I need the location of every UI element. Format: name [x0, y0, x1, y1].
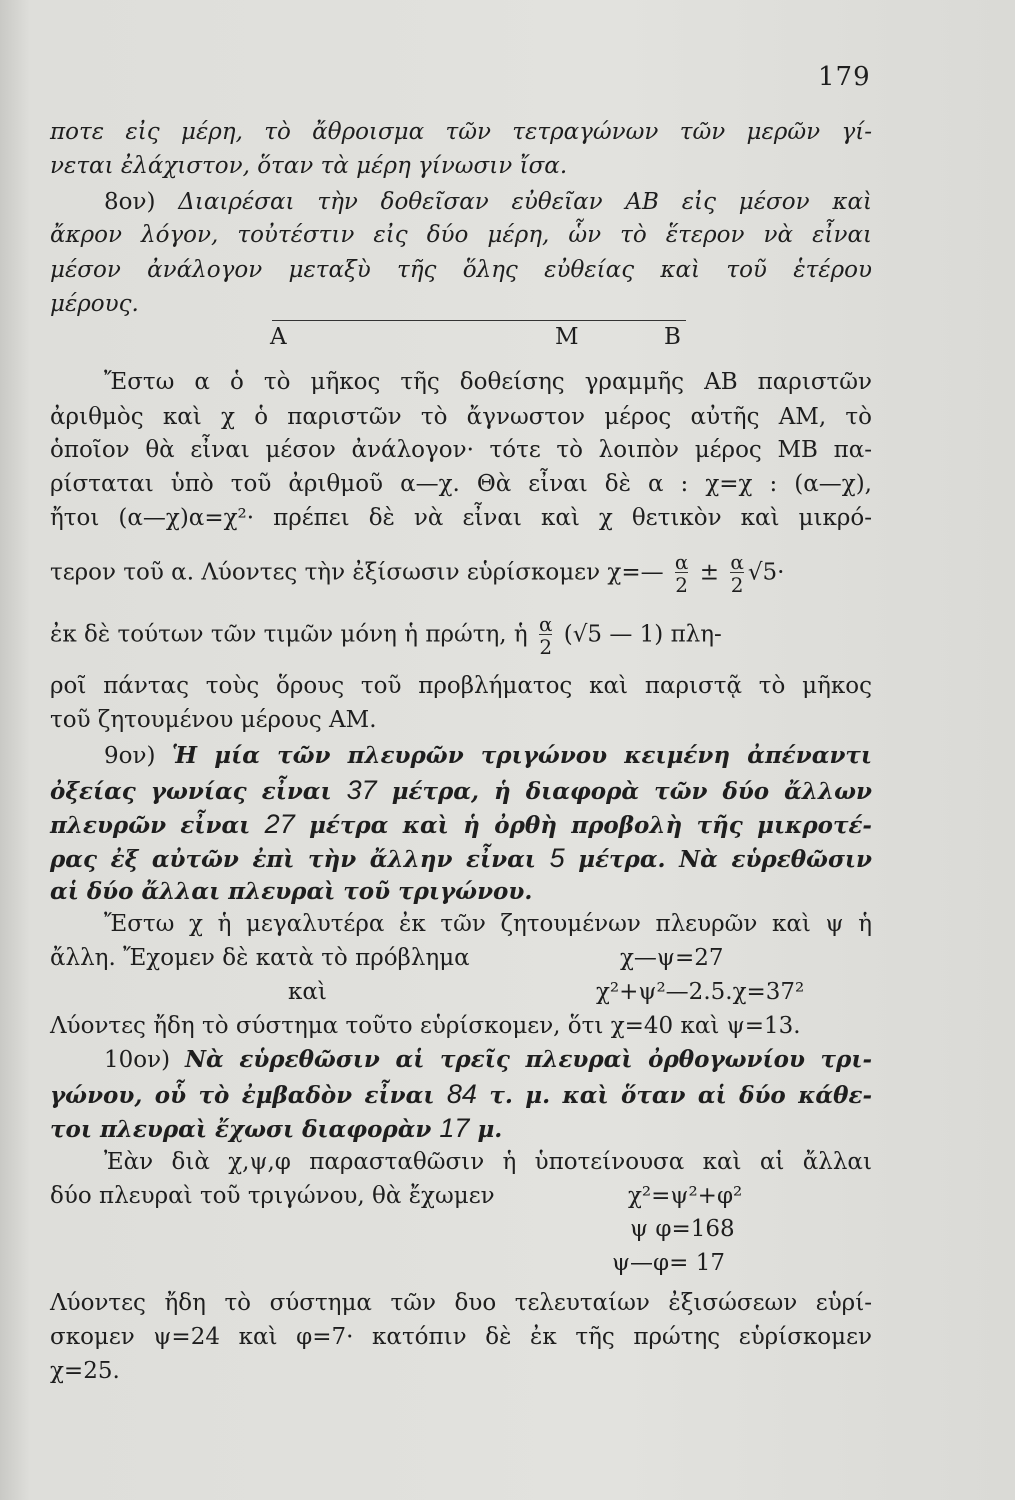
text-line: μέσον ἀνάλογον μεταξὺ τῆς ὅλης εὐθείας καὶ τοῦ ἑτέρου — [50, 257, 872, 283]
problem-number: 10ον) — [104, 1047, 171, 1073]
number: 84 — [446, 1079, 477, 1109]
equation: ψ—φ= 17 — [612, 1250, 725, 1276]
text-line: ἄλλη. Ἔχομεν δὲ κατὰ τὸ πρόβλημα — [50, 945, 470, 971]
text-line: Ἔστω α ὁ τὸ μῆκος τῆς δοθείσης γραμμῆς ΑΒ παριστῶν — [104, 369, 872, 395]
text-line: τοῦ ζητουμένου μέρους ΑΜ. — [50, 707, 377, 733]
fraction — [675, 552, 689, 595]
text-line: σκομεν ψ=24 καὶ φ=7· κατόπιν δὲ ἐκ τῆς πρώτης εὑρίσκομεν — [50, 1324, 872, 1350]
text-line: ὁποῖον θὰ εἶναι μέσον ἀνάλογον· τότε τὸ λοιπὸν μέρος ΜΒ πα- — [50, 437, 872, 463]
plus-minus-sign: ± — [699, 559, 720, 586]
fraction-numerator: α — [538, 612, 553, 636]
text-line: ποτε εἰς μέρη, τὸ ἄθροισμα τῶν τετραγώνων τῶν μερῶν γί- — [50, 119, 872, 145]
text-line: ρίσταται ὑπὸ τοῦ ἀριθμοῦ α—χ. Θὰ εἶναι δὲ α : χ=χ : (α—χ), — [50, 471, 872, 497]
text-line — [50, 1111, 872, 1145]
number: 17 — [439, 1113, 470, 1143]
equation-text: τερον τοῦ α. Λύοντες τὴν ἐξίσωσιν εὑρίσκομεν χ=— — [50, 559, 664, 586]
problem-statement: Ἡ μία τῶν πλευρῶν τριγώνου κειμένη ἀπέναντι — [171, 742, 873, 769]
text-span: ὀξείας γωνίας εἶναι — [50, 778, 332, 805]
sqrt-five: √5· — [747, 559, 785, 586]
segment-ab — [272, 320, 686, 321]
text-line: ἤτοι (α—χ)α=χ²· πρέπει δὲ νὰ εἶναι καὶ χ θετικὸν καὶ μικρό- — [50, 505, 872, 531]
equation-text: (√5 — 1) πλη- — [563, 621, 722, 648]
equation: ψ φ=168 — [630, 1216, 735, 1242]
text-line: ἄκρον λόγον, τοὐτέστιν εἰς δύο μέρη, ὧν τὸ ἕτερον νὰ εἶναι — [50, 222, 872, 248]
text-line — [50, 807, 872, 841]
equation-connector: καὶ — [288, 979, 327, 1005]
equation-line — [50, 612, 872, 659]
text-line: δύο πλευραὶ τοῦ τριγώνου, θὰ ἔχωμεν — [50, 1183, 495, 1209]
text-line: Λύοντες ἤδη τὸ σύστημα τοῦτο εὑρίσκομεν, ὅτι χ=40 καὶ ψ=13. — [50, 1013, 801, 1039]
text-line: Ἐὰν διὰ χ,ψ,φ παρασταθῶσιν ἡ ὑποτείνουσα καὶ αἱ ἄλλαι — [104, 1149, 872, 1175]
text-span: ρας ἐξ αὐτῶν ἐπὶ τὴν ἄλλην εἶναι — [50, 846, 536, 873]
text-line — [50, 841, 872, 875]
problem-10-heading — [104, 1043, 872, 1077]
problem-statement: Νὰ εὑρεθῶσιν αἱ τρεῖς πλευραὶ ὀρθογωνίου τρι- — [185, 1046, 873, 1073]
text-line: μέρους. — [50, 291, 139, 317]
text-line: Ἔστω χ ἡ μεγαλυτέρα ἐκ τῶν ζητουμένων πλευρῶν καὶ ψ ἡ — [104, 911, 872, 937]
equation: χ²=ψ²+φ² — [628, 1183, 743, 1209]
equation: χ²+ψ²—2.5.χ=37² — [596, 979, 805, 1005]
problem-number: 9ον) — [104, 743, 156, 769]
text-line: αἱ δύο ἄλλαι πλευραὶ τοῦ τριγώνου. — [50, 878, 533, 905]
fraction-numerator: α — [730, 550, 744, 574]
text-line: ἀριθμὸς καὶ χ ὁ παριστῶν τὸ ἄγνωστον μέρος αὐτῆς ΑΜ, τὸ — [50, 404, 872, 430]
number: 5 — [549, 843, 565, 873]
number: 37 — [346, 775, 377, 805]
point-a-label: Α — [270, 324, 287, 350]
fraction-denominator: 2 — [675, 573, 689, 597]
number: 27 — [264, 809, 295, 839]
text-line: Λύοντες ἤδη τὸ σύστημα τῶν δυο τελευταίων ἐξισώσεων εὑρί- — [50, 1290, 872, 1316]
text-span: πλευρῶν εἶναι — [50, 812, 251, 839]
fraction-numerator: α — [674, 550, 689, 574]
text-span: γώνου, οὗ τὸ ἐμβαδὸν εἶναι — [50, 1082, 435, 1109]
problem-statement: Διαιρέσαι τὴν δοθεῖσαν εὐθεῖαν ΑΒ εἰς μέσον καὶ — [178, 189, 873, 215]
fraction-denominator: 2 — [730, 573, 744, 597]
text-line: ροῖ πάντας τοὺς ὅρους τοῦ προβλήματος καὶ παριστᾷ τὸ μῆκος — [50, 673, 872, 699]
point-m-label: Μ — [555, 324, 579, 350]
point-b-label: Β — [664, 324, 681, 350]
page-number: 179 — [818, 62, 871, 92]
problem-9-heading — [104, 739, 872, 773]
text-span: τοι πλευραὶ ἔχωσι διαφορὰν — [50, 1116, 432, 1143]
text-span: μέτρα, ἡ διαφορὰ τῶν δύο ἄλλων — [391, 778, 872, 805]
text-line: χ=25. — [50, 1358, 120, 1384]
text-span: μέτρα. Νὰ εὑρεθῶσιν — [578, 846, 872, 873]
text-span: μέτρα καὶ ἡ ὀρθὴ προβολὴ τῆς μικροτέ- — [309, 812, 872, 839]
text-span: μ. — [477, 1116, 503, 1143]
fraction — [730, 552, 744, 595]
fraction-denominator: 2 — [539, 635, 553, 659]
text-line: νεται ἐλάχιστον, ὅταν τὰ μέρη γίνωσιν ἴσα. — [50, 153, 568, 179]
fraction — [539, 614, 553, 657]
equation-line — [50, 550, 872, 597]
text-line — [50, 1077, 872, 1111]
text-span: τ. μ. καὶ ὅταν αἱ δύο κάθε- — [489, 1082, 872, 1109]
problem-number: 8ον) — [104, 189, 156, 215]
equation: χ—ψ=27 — [620, 945, 724, 971]
problem-8-heading — [104, 185, 872, 219]
equation-text: ἐκ δὲ τούτων τῶν τιμῶν μόνη ἡ πρώτη, ἡ — [50, 621, 528, 648]
text-line — [50, 773, 872, 807]
